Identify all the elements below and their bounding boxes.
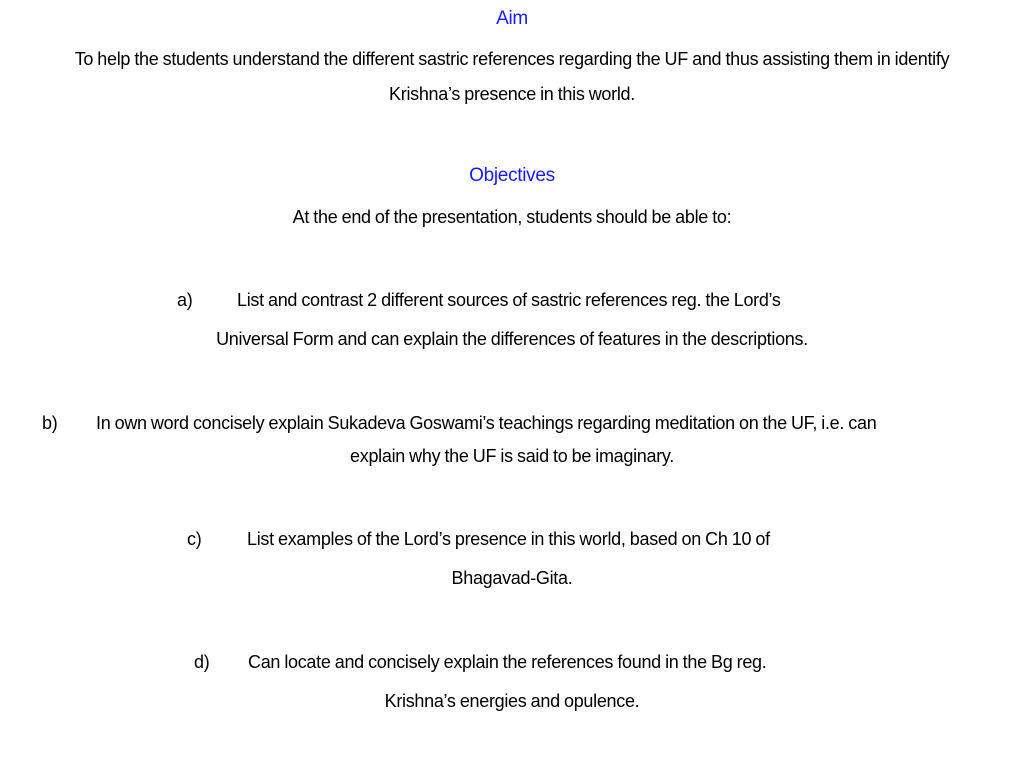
objective-marker-c: c) bbox=[187, 529, 202, 549]
objective-c-line-1: List examples of the Lord’s presence in this world, based on Ch 10 of bbox=[247, 529, 770, 549]
aim-text-line-1: To help the students understand the different sastric references regarding the UF and thus assisting them in identify bbox=[74, 49, 950, 69]
objective-marker-d: d) bbox=[194, 652, 210, 672]
objective-a-line-1: List and contrast 2 different sources of sastric references reg. the Lord’s bbox=[237, 290, 781, 310]
objective-marker-b: b) bbox=[42, 413, 58, 433]
objective-c-line-2: Bhagavad-Gita. bbox=[451, 568, 573, 588]
objective-b-line-1: In own word concisely explain Sukadeva Goswami’s teachings regarding meditation on the UF, i.e. can bbox=[96, 413, 877, 433]
objective-d-line-1: Can locate and concisely explain the references found in the Bg reg. bbox=[248, 652, 767, 672]
objectives-intro: At the end of the presentation, students should be able to: bbox=[292, 207, 732, 227]
aim-text-line-2: Krishna’s presence in this world. bbox=[389, 84, 635, 104]
objective-marker-a: a) bbox=[177, 290, 193, 310]
objective-a-line-2: Universal Form and can explain the differences of features in the descriptions. bbox=[216, 329, 808, 349]
objective-d-line-2: Krishna’s energies and opulence. bbox=[384, 691, 640, 711]
aim-heading: Aim bbox=[496, 8, 528, 29]
objective-b-line-2: explain why the UF is said to be imaginary. bbox=[350, 446, 674, 466]
objectives-heading: Objectives bbox=[469, 165, 555, 186]
